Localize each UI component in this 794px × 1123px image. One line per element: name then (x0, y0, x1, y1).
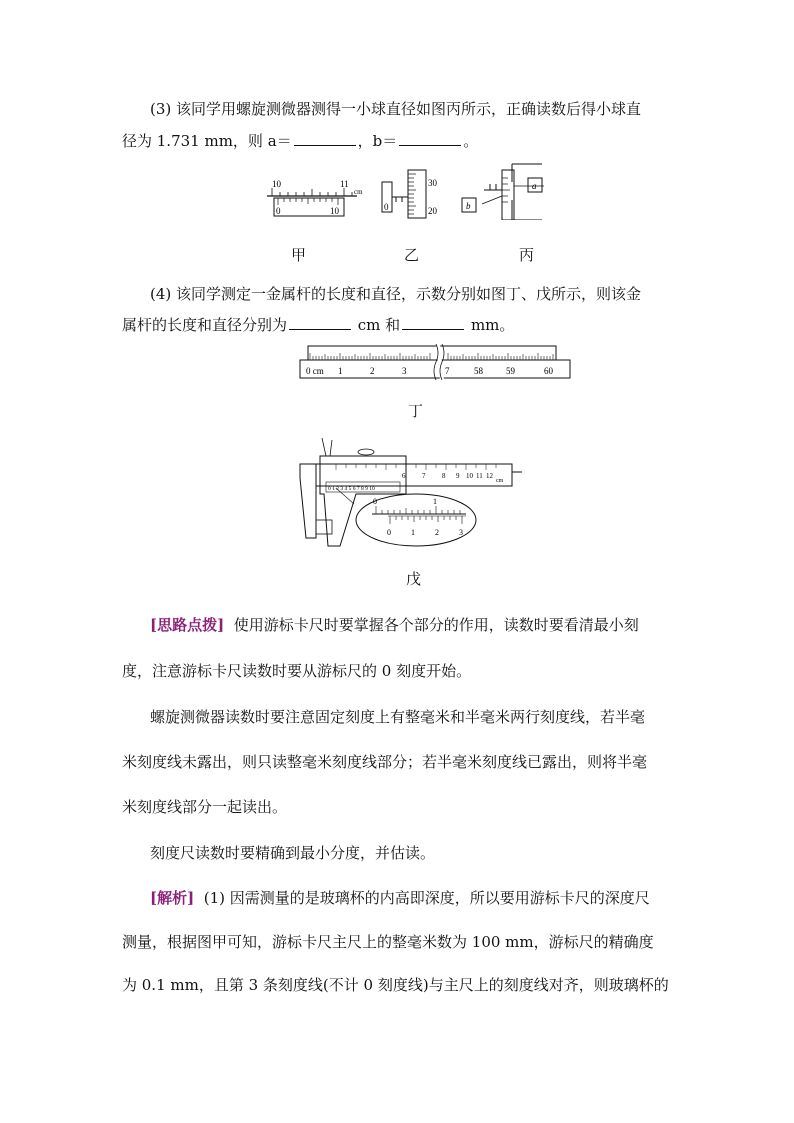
q3-line2 (122, 130, 478, 151)
answer-blank-a[interactable] (294, 133, 356, 146)
analysis-tag: [解析] (150, 889, 195, 907)
caption-ding: 丁 (408, 402, 424, 420)
hint-text1: 使用游标卡尺时要掌握各个部分的作用，读数时要看清最小刻 (233, 616, 639, 634)
jia-label-10: 10 (272, 179, 281, 189)
p2-line2: 米刻度线未露出，则只读整毫米刻度线部分；若半毫米刻度线已露出，则将半毫 (122, 753, 648, 771)
wu-label-10: 10 (466, 472, 473, 480)
q4-line1: (4) 该同学测定一金属杆的长度和直径，示数分别如图丁、戊所示，则该金 (150, 285, 642, 303)
yi-label-20: 20 (428, 206, 437, 216)
hint-tag: [思路点拨] (150, 616, 225, 634)
jia-label-11: 11 (340, 179, 349, 189)
analysis-line1 (150, 887, 650, 908)
wu-label-11: 11 (476, 472, 483, 480)
answer-blank-b[interactable] (399, 133, 461, 146)
jia-label-v10: 10 (330, 206, 339, 216)
wu-label-6: 6 (402, 472, 406, 480)
figure-yi (380, 168, 450, 223)
figure-bing (458, 160, 548, 220)
caption-wu: 戊 (406, 570, 422, 588)
p3-line1: 刻度尺读数时要精确到最小分度，并估读。 (150, 844, 436, 862)
q3-line1: (3) 该同学用螺旋测微器测得一小球直径如图丙所示，正确读数后得小球直 (150, 100, 642, 118)
ding-label-58: 58 (474, 366, 483, 376)
wu-zoom-v3: 3 (459, 528, 463, 537)
ding-label-3: 3 (402, 366, 407, 376)
q3-text-a: 径为 1.731 mm，则 a＝ (122, 132, 292, 150)
wu-label-7: 7 (422, 472, 426, 480)
analysis-text1: (1) 因需测量的是玻璃杯的内高即深度，所以要用游标卡尺的深度尺 (203, 889, 650, 907)
answer-blank-length[interactable] (289, 317, 351, 330)
ding-label-2: 2 (370, 366, 375, 376)
wu-label-cm: cm (496, 478, 504, 484)
wu-zoom-v2: 2 (435, 528, 439, 537)
figure-jia (262, 178, 372, 228)
q4-line2 (122, 314, 514, 335)
figure-wu (296, 438, 526, 573)
ding-label-7: 7 (445, 366, 450, 376)
hint-line1 (150, 614, 639, 635)
ding-label-59: 59 (506, 366, 515, 376)
ding-label-1: 1 (338, 366, 343, 376)
caption-jia: 甲 (291, 246, 307, 264)
caption-yi: 乙 (404, 246, 420, 264)
wu-zoom-main-1: 1 (433, 497, 437, 506)
p2-line3: 米刻度线部分一起读出。 (122, 798, 288, 816)
yi-label-0: 0 (384, 202, 389, 212)
ding-label-0cm: 0 cm (306, 366, 324, 376)
q4-text-b: cm 和 (353, 316, 401, 334)
wu-vernier-labels: 0 1 2 3 4 5 6 7 8 9 10 (328, 486, 375, 492)
wu-zoom-v1: 1 (411, 528, 415, 537)
jia-label-v0: 0 (276, 206, 281, 216)
wu-zoom-v0: 0 (387, 528, 391, 537)
wu-label-12: 12 (486, 472, 493, 480)
jia-label-cm: cm (354, 188, 363, 196)
bing-label-a: a (532, 181, 537, 191)
wu-label-9: 9 (456, 472, 460, 480)
ding-label-60: 60 (544, 366, 553, 376)
analysis-line2: 测量，根据图甲可知，游标卡尺主尺上的整毫米数为 100 mm，游标尺的精确度 (122, 933, 654, 951)
caption-bing: 丙 (519, 246, 535, 264)
analysis-line3: 为 0.1 mm，且第 3 条刻度线(不计 0 刻度线)与主尺上的刻度线对齐，则玻璃杯的 (122, 976, 669, 994)
q3-text-end: 。 (463, 132, 479, 150)
q3-text-b: ，b＝ (357, 132, 398, 150)
p2-line1: 螺旋测微器读数时要注意固定刻度上有整毫米和半毫米两行刻度线，若半毫 (150, 708, 646, 726)
hint-line2: 度，注意游标卡尺读数时要从游标尺的 0 刻度开始。 (122, 662, 472, 680)
wu-label-8: 8 (442, 472, 446, 480)
q4-text-end: mm。 (466, 316, 515, 334)
q4-text-a: 属杆的长度和直径分别为 (122, 316, 288, 334)
wu-zoom-main-0: 0 (373, 497, 377, 506)
yi-label-30: 30 (428, 178, 437, 188)
answer-blank-diameter[interactable] (402, 317, 464, 330)
bing-label-b: b (466, 201, 471, 211)
figure-ding (298, 344, 573, 380)
